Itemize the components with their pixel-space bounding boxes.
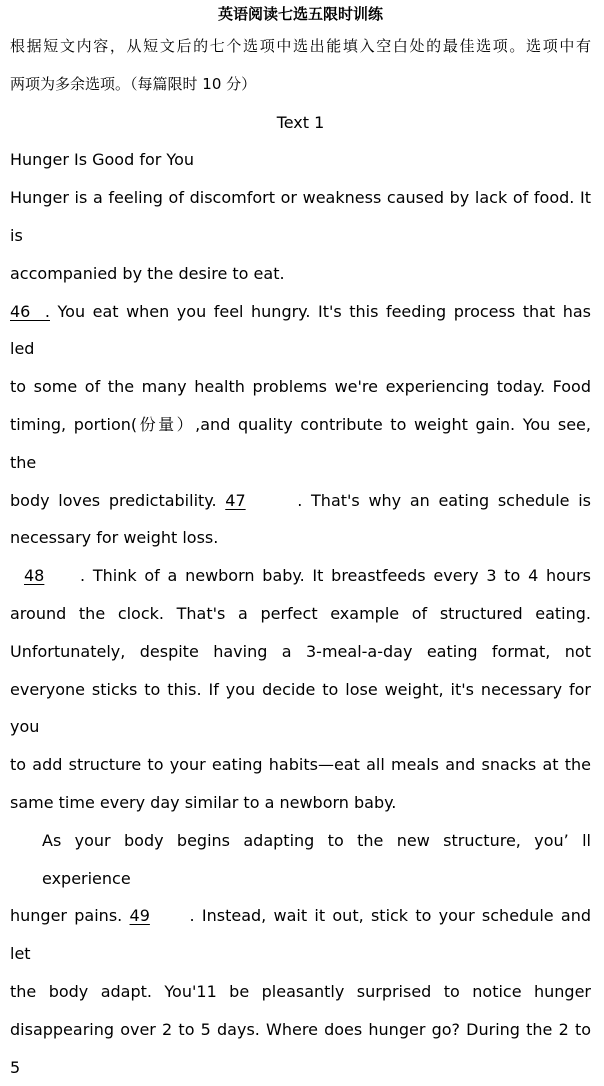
- paragraph-1-line-2: accompanied by the desire to eat.: [10, 263, 285, 283]
- paragraph-3-line-6: same time every day similar to a newborn baby.: [10, 792, 397, 812]
- blank-48[interactable]: 48: [24, 566, 45, 586]
- paragraph-2-line-5: necessary for weight loss.: [10, 528, 219, 548]
- paragraph-4-line-3: the body adapt. You'11 be pleasantly surprised to notice hunger: [10, 981, 591, 1001]
- paragraph-2-line-4-post: . That's why an eating schedule is: [297, 490, 591, 510]
- paragraph-2-line-4-pre: body loves predictability.: [10, 490, 217, 510]
- blank-46[interactable]: 46 .: [10, 301, 50, 321]
- blank-47[interactable]: 47: [225, 490, 246, 510]
- paragraph-2-line-2: to some of the many health problems we're experiencing today. Food: [10, 377, 591, 397]
- paragraph-4-line-2-pre: hunger pains.: [10, 906, 123, 926]
- page-title: 英语阅读七选五限时训练: [217, 5, 383, 23]
- paragraph-4-line-2: [10, 897, 591, 973]
- paragraph-3-line-1: [10, 557, 591, 595]
- paragraph-2-line-3: timing, portion(份量）,and quality contribute to weight gain. You see, the: [10, 414, 591, 472]
- paragraph-4-line-4: disappearing over 2 to 5 days. Where does hunger go? During the 2 to 5: [10, 1019, 591, 1077]
- paragraph-3-line-1-text: . Think of a newborn baby. It breastfeeds every 3 to 4 hours: [80, 566, 591, 586]
- passage-label: Text 1: [276, 112, 325, 132]
- paragraph-3-line-2: around the clock. That's a perfect example of structured eating.: [10, 603, 591, 623]
- blank-49[interactable]: 49: [129, 906, 150, 926]
- document-page: [10, 4, 591, 1086]
- instructions-line-1: 根据短文内容，从短文后的七个选项中选出能填入空白处的最佳选项。选项中有: [10, 37, 591, 55]
- paragraph-1-line-1: Hunger is a feeling of discomfort or weakness caused by lack of food. It is: [10, 188, 591, 245]
- paragraph-3-line-4: everyone sticks to this. If you decide to lose weight, it's necessary for you: [10, 679, 591, 737]
- paragraph-4-line-1: As your body begins adapting to the new structure, you’ ll experience: [42, 830, 591, 888]
- paragraph-2-line-1-text: You eat when you feel hungry. It's this feeding process that has led: [10, 301, 591, 359]
- instructions-line-2: 两项为多余选项。（每篇限时 10 分）: [10, 74, 257, 93]
- paragraph-3-line-5: to add structure to your eating habits—eat all meals and snacks at the: [10, 755, 591, 775]
- passage-heading: Hunger Is Good for You: [10, 150, 194, 170]
- paragraph-2-line-1: [10, 293, 591, 369]
- paragraph-4-line-2-post: . Instead, wait it out, stick to your schedule and let: [10, 906, 592, 964]
- paragraph-3-line-3: Unfortunately, despite having a 3-meal-a-day eating format, not: [10, 641, 591, 661]
- paragraph-2-line-4: [10, 482, 591, 520]
